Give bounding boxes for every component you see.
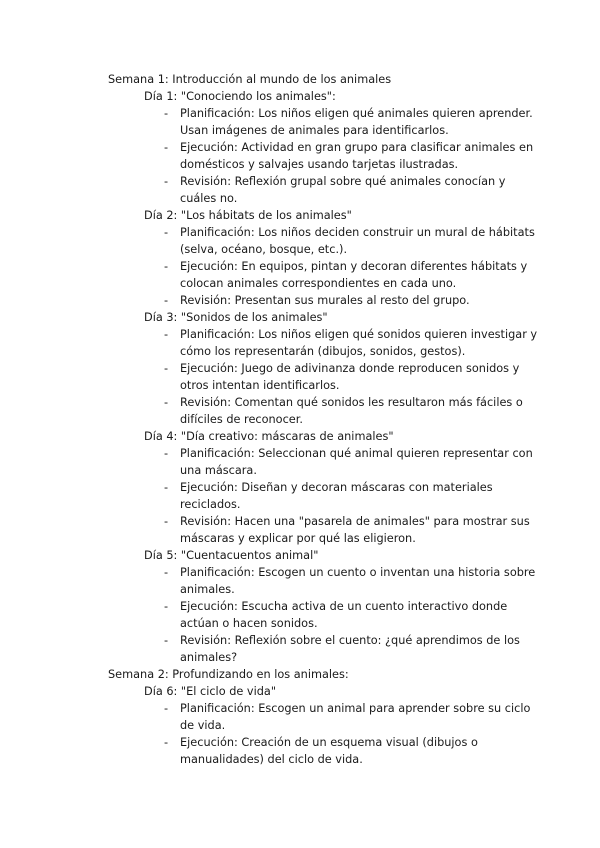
- week-heading: Semana 1: Introducción al mundo de los animales: [108, 73, 392, 86]
- list-item-text: Revisión: Reflexión sobre el cuento: ¿qué aprendimos de los animales?: [180, 634, 520, 664]
- list-item: [164, 139, 538, 173]
- list-item: [164, 445, 538, 479]
- list-item-text: Revisión: Reflexión grupal sobre qué animales conocían y cuáles no.: [180, 175, 506, 205]
- list-item: [164, 258, 538, 292]
- week-heading: Semana 2: Profundizando en los animales:: [108, 668, 349, 681]
- list-item-text: Ejecución: En equipos, pintan y decoran diferentes hábitats y colocan animales correspondientes en cada uno.: [180, 260, 528, 290]
- list-item-text: Revisión: Presentan sus murales al resto del grupo.: [180, 294, 470, 307]
- list-item-text: Planificación: Escogen un animal para aprender sobre su ciclo de vida.: [180, 702, 531, 732]
- list-item: [164, 224, 538, 258]
- dash-bullet-icon: -: [164, 566, 169, 579]
- dash-bullet-icon: -: [164, 634, 169, 647]
- day-heading: Día 5: "Cuentacuentos animal": [144, 549, 319, 562]
- list-item-text: Revisión: Hacen una "pasarela de animales" para mostrar sus máscaras y explicar por qué las eligieron.: [180, 515, 530, 545]
- dash-bullet-icon: -: [164, 600, 169, 613]
- list-item-text: Planificación: Los niños eligen qué sonidos quieren investigar y cómo los representarán (dibujos, sonidos, gestos).: [180, 328, 538, 358]
- dash-bullet-icon: -: [164, 515, 169, 528]
- list-item-text: Planificación: Los niños deciden construir un mural de hábitats (selva, océano, bosque, etc.).: [180, 226, 535, 256]
- lesson-outline: [108, 71, 538, 768]
- dash-bullet-icon: -: [164, 107, 169, 120]
- list-item: [164, 360, 538, 394]
- dash-bullet-icon: -: [164, 447, 169, 460]
- dash-bullet-icon: -: [164, 294, 169, 307]
- dash-bullet-icon: -: [164, 396, 169, 409]
- list-item-text: Planificación: Los niños eligen qué animales quieren aprender. Usan imágenes de animales para identificarlos.: [180, 107, 533, 137]
- list-item-text: Revisión: Comentan qué sonidos les resultaron más fáciles o difíciles de reconocer.: [180, 396, 523, 426]
- list-item: [164, 105, 538, 139]
- list-item: [164, 700, 538, 734]
- day-heading: Día 4: "Día creativo: máscaras de animales": [144, 430, 394, 443]
- list-item-text: Ejecución: Diseñan y decoran máscaras con materiales reciclados.: [180, 481, 493, 511]
- dash-bullet-icon: -: [164, 175, 169, 188]
- list-item: [164, 598, 538, 632]
- dash-bullet-icon: -: [164, 362, 169, 375]
- list-item: [164, 394, 538, 428]
- list-item-text: Ejecución: Actividad en gran grupo para clasificar animales en domésticos y salvajes usando tarjetas ilustradas.: [180, 141, 534, 171]
- list-item: [164, 479, 538, 513]
- list-item: [164, 292, 538, 309]
- dash-bullet-icon: -: [164, 141, 169, 154]
- day-heading: Día 1: "Conociendo los animales":: [144, 90, 336, 103]
- list-item-text: Planificación: Seleccionan qué animal quieren representar con una máscara.: [180, 447, 533, 477]
- list-item-text: Ejecución: Creación de un esquema visual (dibujos o manualidades) del ciclo de vida.: [180, 736, 478, 766]
- dash-bullet-icon: -: [164, 226, 169, 239]
- dash-bullet-icon: -: [164, 481, 169, 494]
- day-heading: Día 3: "Sonidos de los animales": [144, 311, 328, 324]
- list-item: [164, 564, 538, 598]
- list-item-text: Ejecución: Juego de adivinanza donde reproducen sonidos y otros intentan identificarlos.: [180, 362, 520, 392]
- dash-bullet-icon: -: [164, 260, 169, 273]
- day-heading: Día 6: "El ciclo de vida": [144, 685, 277, 698]
- list-item: [164, 173, 538, 207]
- list-item: [164, 734, 538, 768]
- list-item: [164, 513, 538, 547]
- list-item: [164, 632, 538, 666]
- dash-bullet-icon: -: [164, 702, 169, 715]
- list-item-text: Planificación: Escogen un cuento o inventan una historia sobre animales.: [180, 566, 536, 596]
- dash-bullet-icon: -: [164, 328, 169, 341]
- list-item: [164, 326, 538, 360]
- dash-bullet-icon: -: [164, 736, 169, 749]
- list-item-text: Ejecución: Escucha activa de un cuento interactivo donde actúan o hacen sonidos.: [180, 600, 508, 630]
- day-heading: Día 2: "Los hábitats de los animales": [144, 209, 352, 222]
